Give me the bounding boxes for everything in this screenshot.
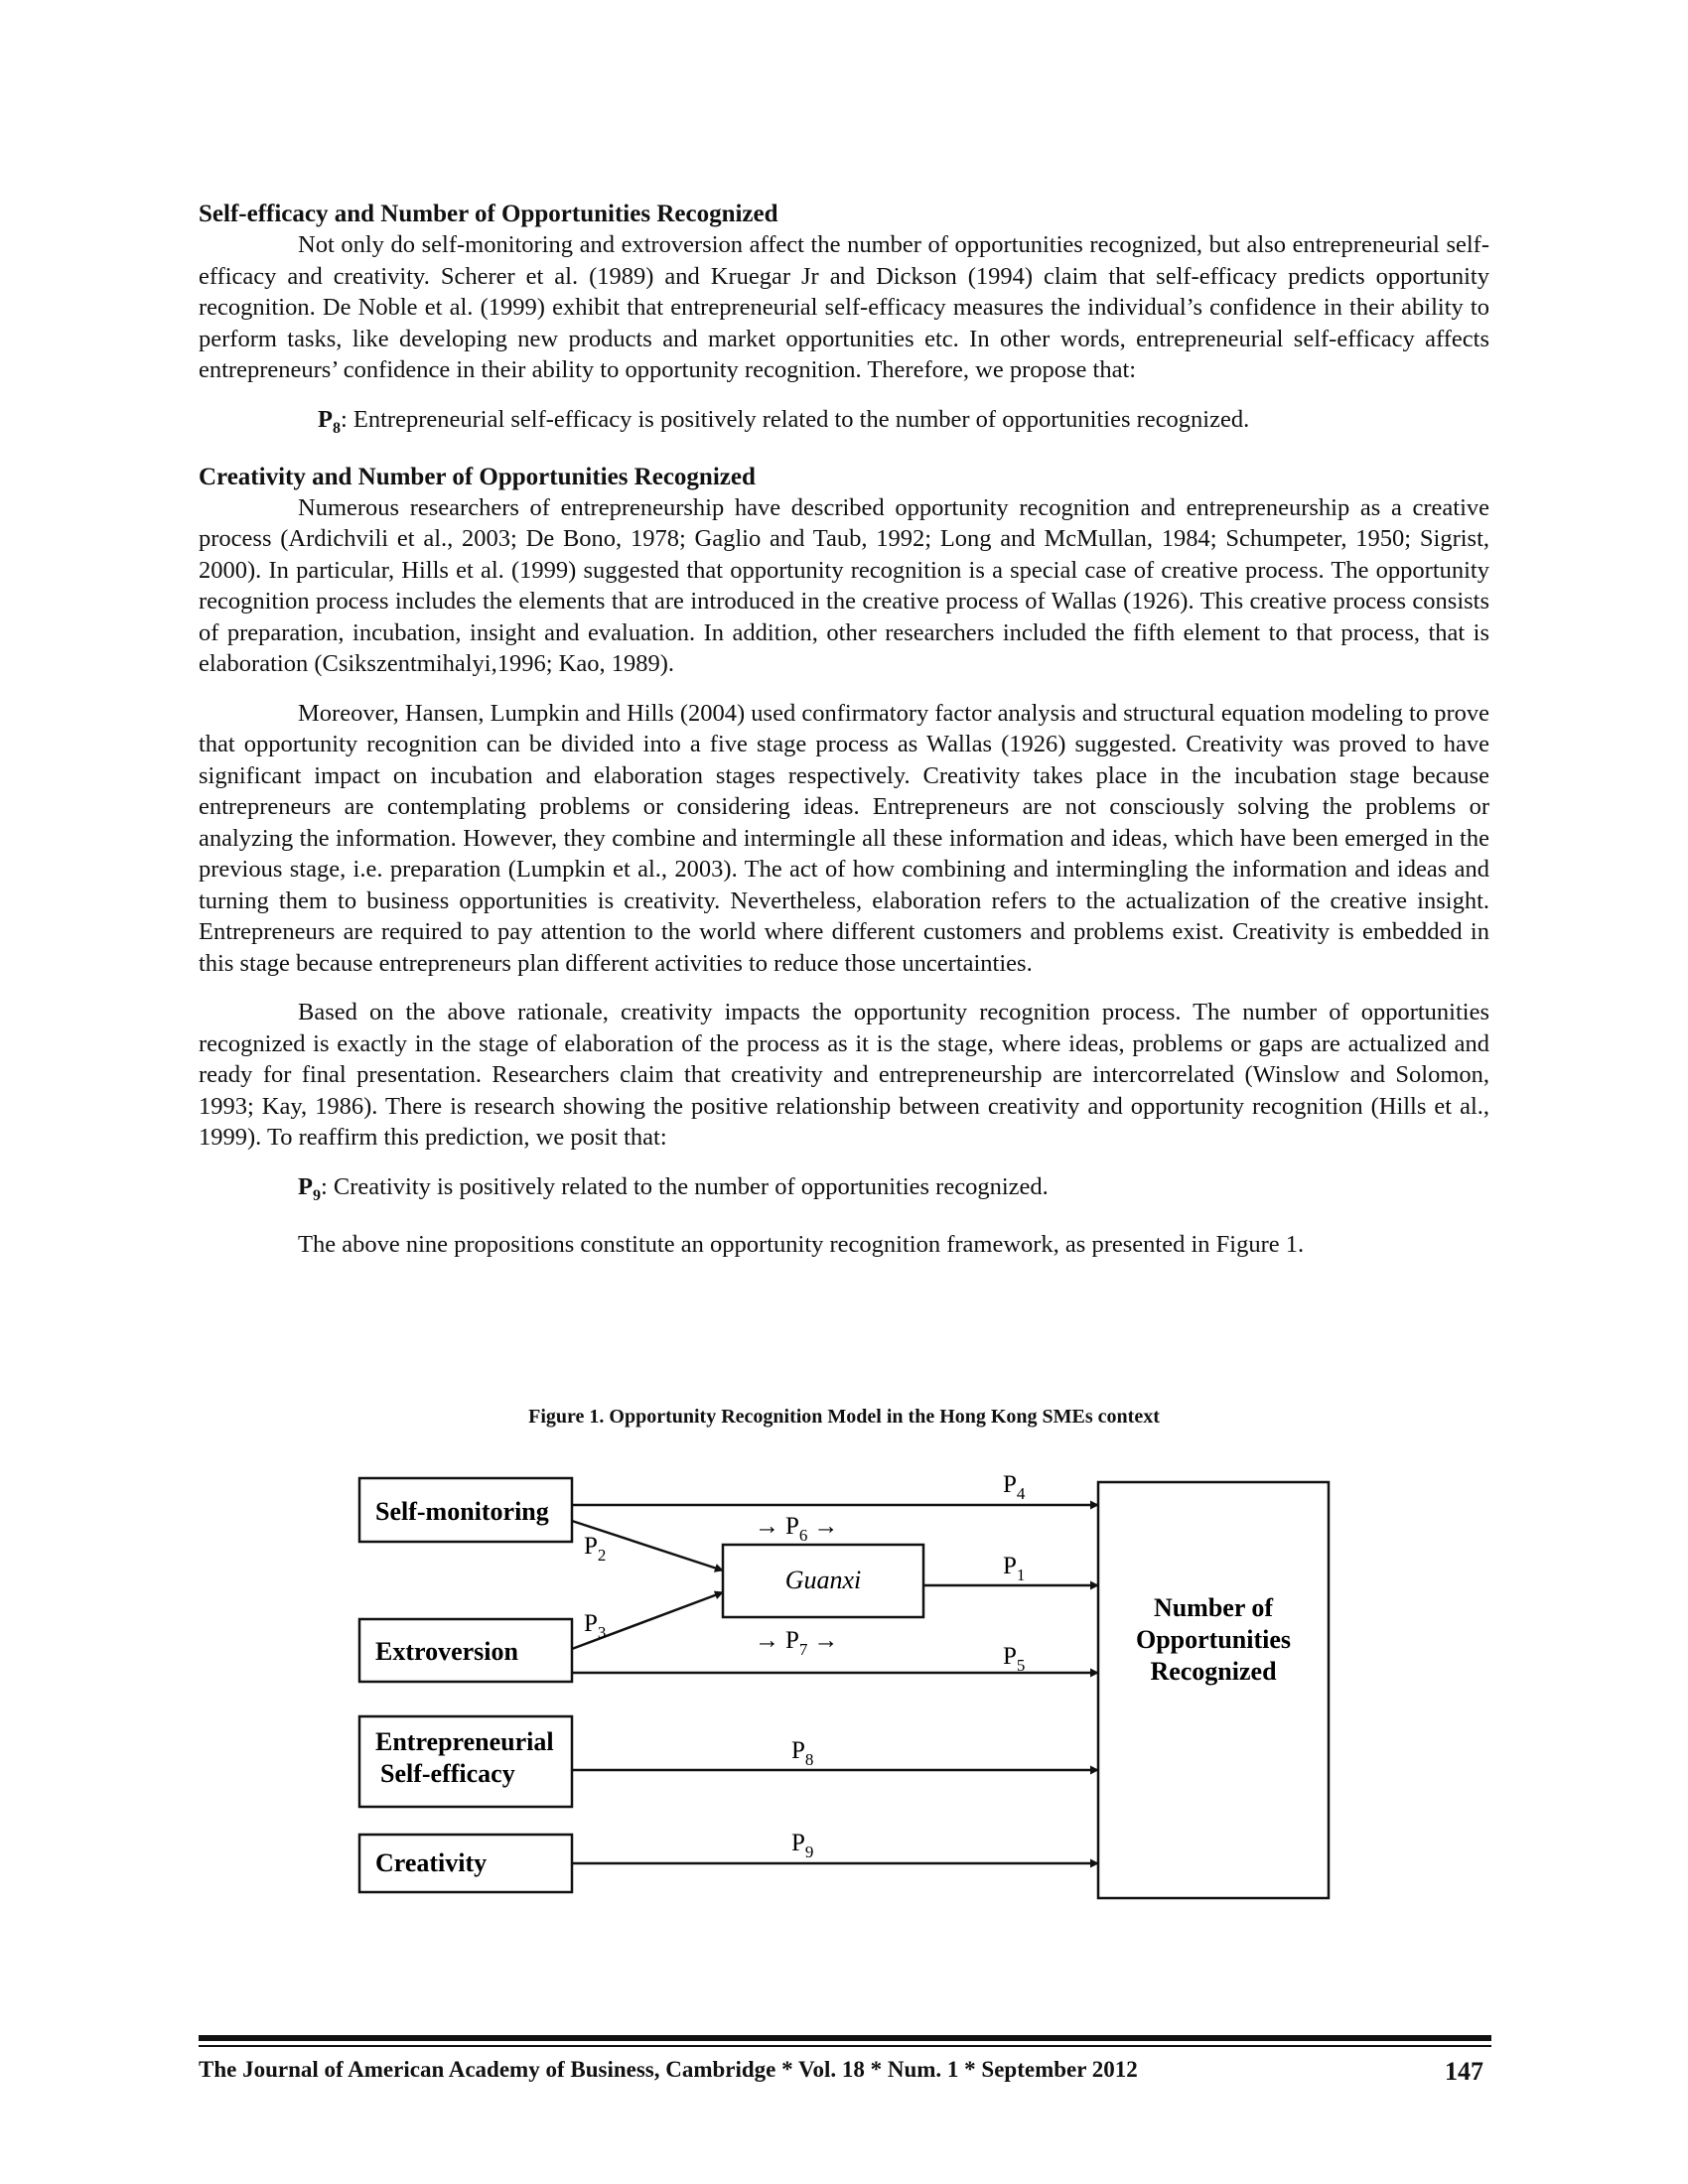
closing-sentence: The above nine propositions constitute an opportunity recognition framework, as presented in Figure 1.: [298, 1231, 1305, 1259]
path-label-p8: $P_8$: [791, 1737, 814, 1769]
journal-citation: The Journal of American Academy of Business, Cambridge * Vol. 18 * Num. 1 * September 2012: [199, 2057, 1138, 2082]
proposition-label: $P_8$: [318, 405, 341, 437]
path-label-p1: $P_1$: [1003, 1553, 1026, 1584]
footer-rule-thin: [199, 2045, 1491, 2047]
page-number: 147: [1445, 2057, 1483, 2086]
proposition-text: : Entrepreneurial self-efficacy is positively related to the number of opportunities recognized.: [340, 405, 1250, 433]
label-outcome-line3: Recognized: [1150, 1657, 1277, 1686]
label-self-efficacy-line1: Entrepreneurial: [375, 1727, 554, 1756]
paragraph: Moreover, Hansen, Lumpkin and Hills (2004) used confirmatory factor analysis and structural equation modeling to prove that opportunity recognition can be divided into a five stage process as Wallas (1926) suggested. Creativity was proved to have significant impact on incubation and elaboration stages respectively. Creativity takes place in the incubation stage because entrepreneurs are contemplating problems or considering ideas. Entrepreneurs are not consciously solving the problems or analyzing the information. However, they combine and intermingle all these information and ideas, which have been emerged in the previous stage, i.e. preparation (Lumpkin et al., 2003). The act of how combining and intermingling the information and ideas and turning them to business opportunities is creativity. Nevertheless, elaboration refers to the actualization of the creative insight. Entrepreneurs are required to pay attention to the world where different customers and problems exist. Creativity is embedded in this stage because entrepreneurs plan different activities to reduce those uncertainties.: [199, 699, 1489, 977]
label-extroversion: Extroversion: [375, 1637, 518, 1666]
path-label-p4: $P_4$: [1003, 1471, 1026, 1503]
moderator-label-p7: → $P_7$ →: [755, 1627, 839, 1659]
footer-rule-thick: [199, 2035, 1491, 2041]
section-heading-creativity: Creativity and Number of Opportunities Recognized: [199, 463, 756, 490]
box-outcome: [1098, 1482, 1329, 1898]
figure-caption: Figure 1. Opportunity Recognition Model in the Hong Kong SMEs context: [528, 1406, 1160, 1428]
page-footer: [199, 2057, 1491, 2086]
label-outcome-line1: Number of: [1153, 1593, 1274, 1622]
paragraph: Based on the above rationale, creativity impacts the opportunity recognition process. The number of opportunities recognized is exactly in the stage of elaboration of the process as it is the stage, where ideas, problems or gaps are actualized and ready for final presentation. Researchers claim that creativity and entrepreneurship are intercorrelated (Winslow and Solomon, 1993; Kay, 1986). There is research showing the positive relationship between creativity and opportunity recognition (Hills et al., 1999). To reaffirm this prediction, we posit that:: [199, 999, 1489, 1152]
path-label-p5: $P_5$: [1003, 1643, 1026, 1675]
label-outcome-line2: Opportunities: [1135, 1625, 1292, 1654]
label-self-efficacy-line2: Self-efficacy: [380, 1759, 515, 1788]
moderator-label-p6: → $P_6$ →: [755, 1513, 839, 1545]
proposition-text: : Creativity is positively related to the number of opportunities recognized.: [320, 1172, 1049, 1200]
path-label-p3: $P_3$: [584, 1610, 607, 1642]
label-creativity: Creativity: [375, 1848, 488, 1877]
path-label-p2: $P_2$: [584, 1533, 607, 1565]
label-guanxi: Guanxi: [784, 1566, 862, 1594]
label-self-monitoring: Self-monitoring: [375, 1497, 549, 1526]
proposition-label: $P_9$: [298, 1172, 321, 1204]
path-label-p9: $P_9$: [791, 1830, 814, 1861]
paragraph: Not only do self-monitoring and extroversion affect the number of opportunities recognized, but also entrepreneurial self-efficacy and creativity. Scherer et al. (1989) and Kruegar Jr and Dickson (1994) claim that self-efficacy predicts opportunity recognition. De Noble et al. (1999) exhibit that entrepreneurial self-efficacy measures the individual’s confidence in their ability to perform tasks, like developing new products and market opportunities etc. In other words, entrepreneurial self-efficacy affects entrepreneurs’ confidence in their ability to opportunity recognition. Therefore, we propose that:: [199, 231, 1489, 383]
section-heading-self-efficacy: Self-efficacy and Number of Opportunities Recognized: [199, 201, 778, 227]
paragraph: Numerous researchers of entrepreneurship have described opportunity recognition and entrepreneurship as a creative process (Ardichvili et al., 2003; De Bono, 1978; Gaglio and Taub, 1992; Long and McMullan, 1984; Schumpeter, 1950; Sigrist, 2000). In particular, Hills et al. (1999) suggested that opportunity recognition is a special case of creative process. The opportunity recognition process includes the elements that are introduced in the creative process of Wallas (1926). This creative process consists of preparation, incubation, insight and evaluation. In addition, other researchers included the fifth element to that process, that is elaboration (Csikszentmihalyi,1996; Kao, 1989).: [199, 493, 1489, 678]
